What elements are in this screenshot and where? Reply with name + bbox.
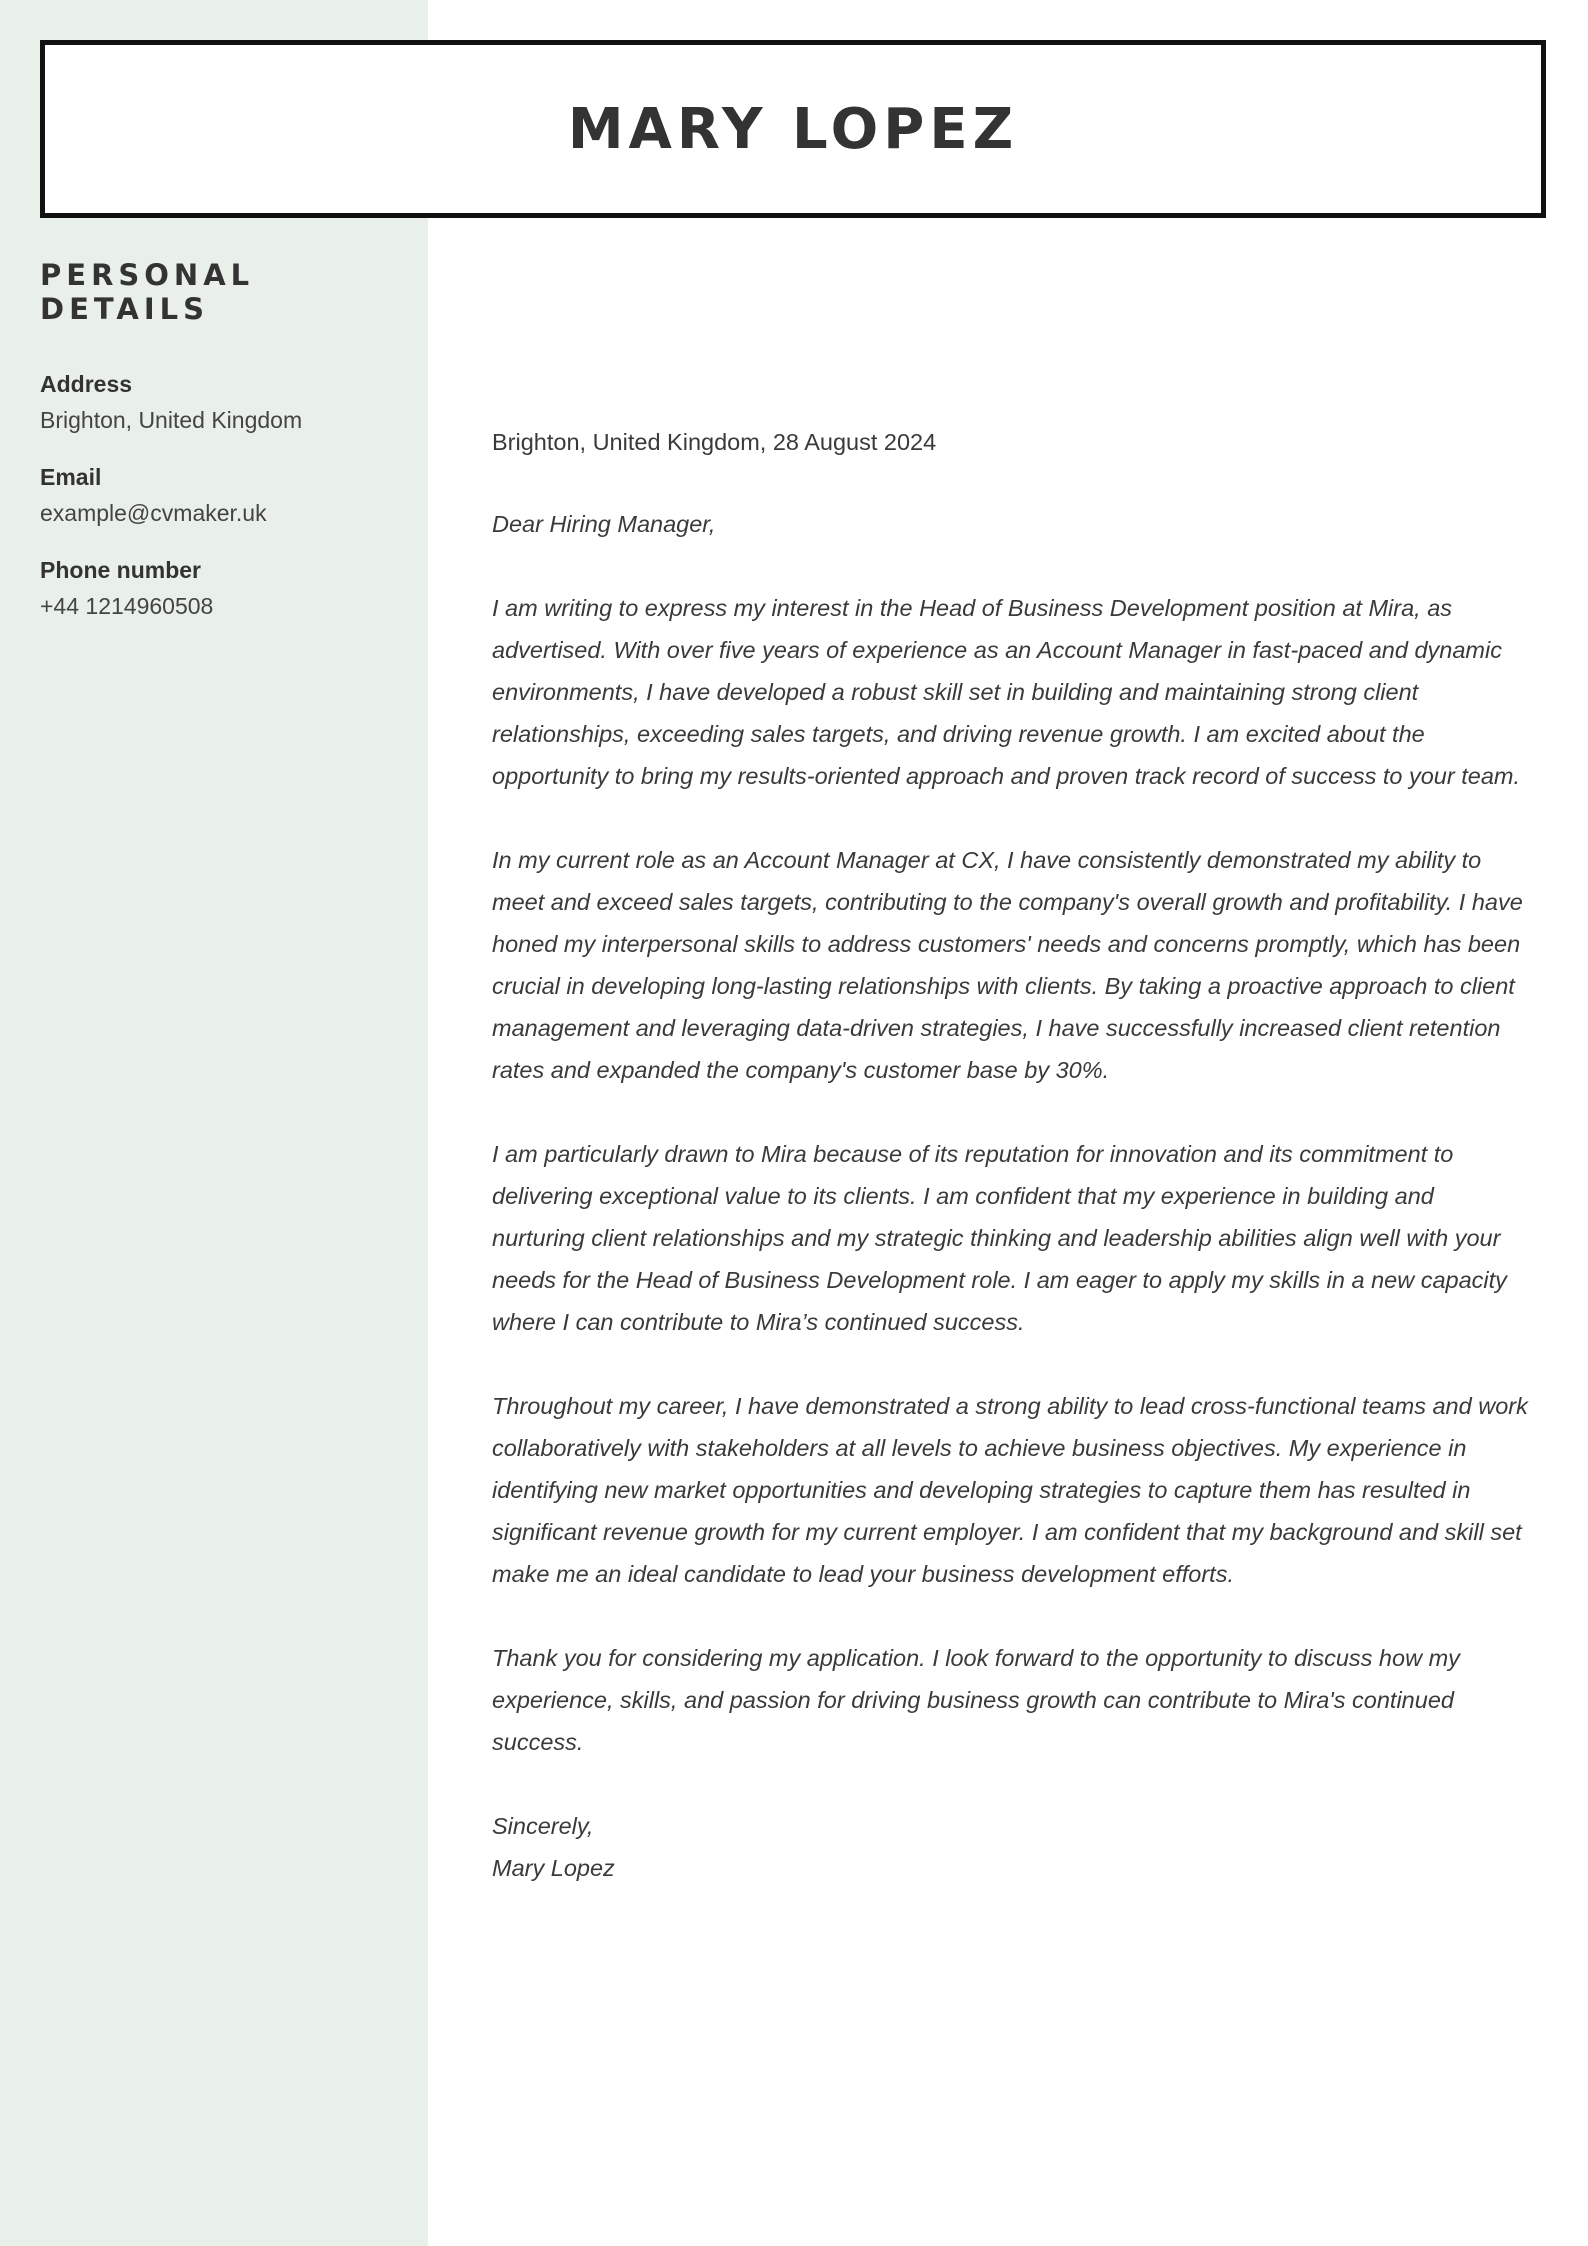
letter-paragraph: In my current role as an Account Manager at CX, I have consistently demonstrated my ability to meet and exceed sales targets, contributing to the company's overall growth and profitability. I have honed my interpersonal skills to address customers' needs and concerns promptly, which has been crucial in developing long-lasting relationships with clients. By taking a proactive approach to client management and leveraging data-driven strategies, I have successfully increased client retention rates and expanded the company's customer base by 30%. — [492, 847, 1523, 1083]
personal-details-heading: PERSONAL DETAILS — [40, 258, 255, 326]
letter-closing: Sincerely, — [492, 1813, 594, 1839]
detail-email — [40, 459, 410, 531]
detail-value: +44 1214960508 — [40, 593, 214, 619]
letter-paragraph: I am writing to express my interest in the Head of Business Development position at Mira, as advertised. With over five years of experience as an Account Manager in fast-paced and dynamic environments, I have developed a robust skill set in building and maintaining strong client relationships, exceeding sales targets, and driving revenue growth. I am excited about the opportunity to bring my results-oriented approach and proven track record of success to your team. — [492, 595, 1520, 789]
letter-paragraph: I am particularly drawn to Mira because of its reputation for innovation and its commitment to delivering exceptional value to its clients. I am confident that my experience in building and nurturing client relationships and my strategic thinking and leadership abilities align well with your needs for the Head of Business Development role. I am eager to apply my skills in a new capacity where I can contribute to Mira’s continued success. — [492, 1141, 1507, 1335]
letter-signature: Mary Lopez — [492, 1855, 615, 1881]
detail-address — [40, 366, 410, 438]
personal-details-section — [40, 258, 410, 645]
detail-label: Address — [40, 371, 133, 397]
letter-body — [492, 421, 1532, 1889]
detail-label: Phone number — [40, 557, 202, 583]
detail-label: Email — [40, 464, 102, 490]
detail-value: example@cvmaker.uk — [40, 500, 267, 526]
name-header-box — [40, 40, 1546, 218]
letter-paragraph: Throughout my career, I have demonstrated a strong ability to lead cross-functional teams and work collaboratively with stakeholders at all levels to achieve business objectives. My experience in identifying new market opportunities and developing strategies to capture them has resulted in significant revenue growth for my current employer. I am confident that my background and skill set make me an ideal candidate to lead your business development efforts. — [492, 1393, 1528, 1587]
applicant-name: MARY LOPEZ — [567, 96, 1019, 162]
letter-salutation: Dear Hiring Manager, — [492, 511, 716, 537]
detail-phone — [40, 552, 410, 624]
detail-value: Brighton, United Kingdom — [40, 407, 303, 433]
letter-paragraph: Thank you for considering my application. I look forward to the opportunity to discuss how my experience, skills, and passion for driving business growth can contribute to Mira's continued success. — [492, 1645, 1460, 1755]
letter-date-line: Brighton, United Kingdom, 28 August 2024 — [492, 429, 937, 455]
